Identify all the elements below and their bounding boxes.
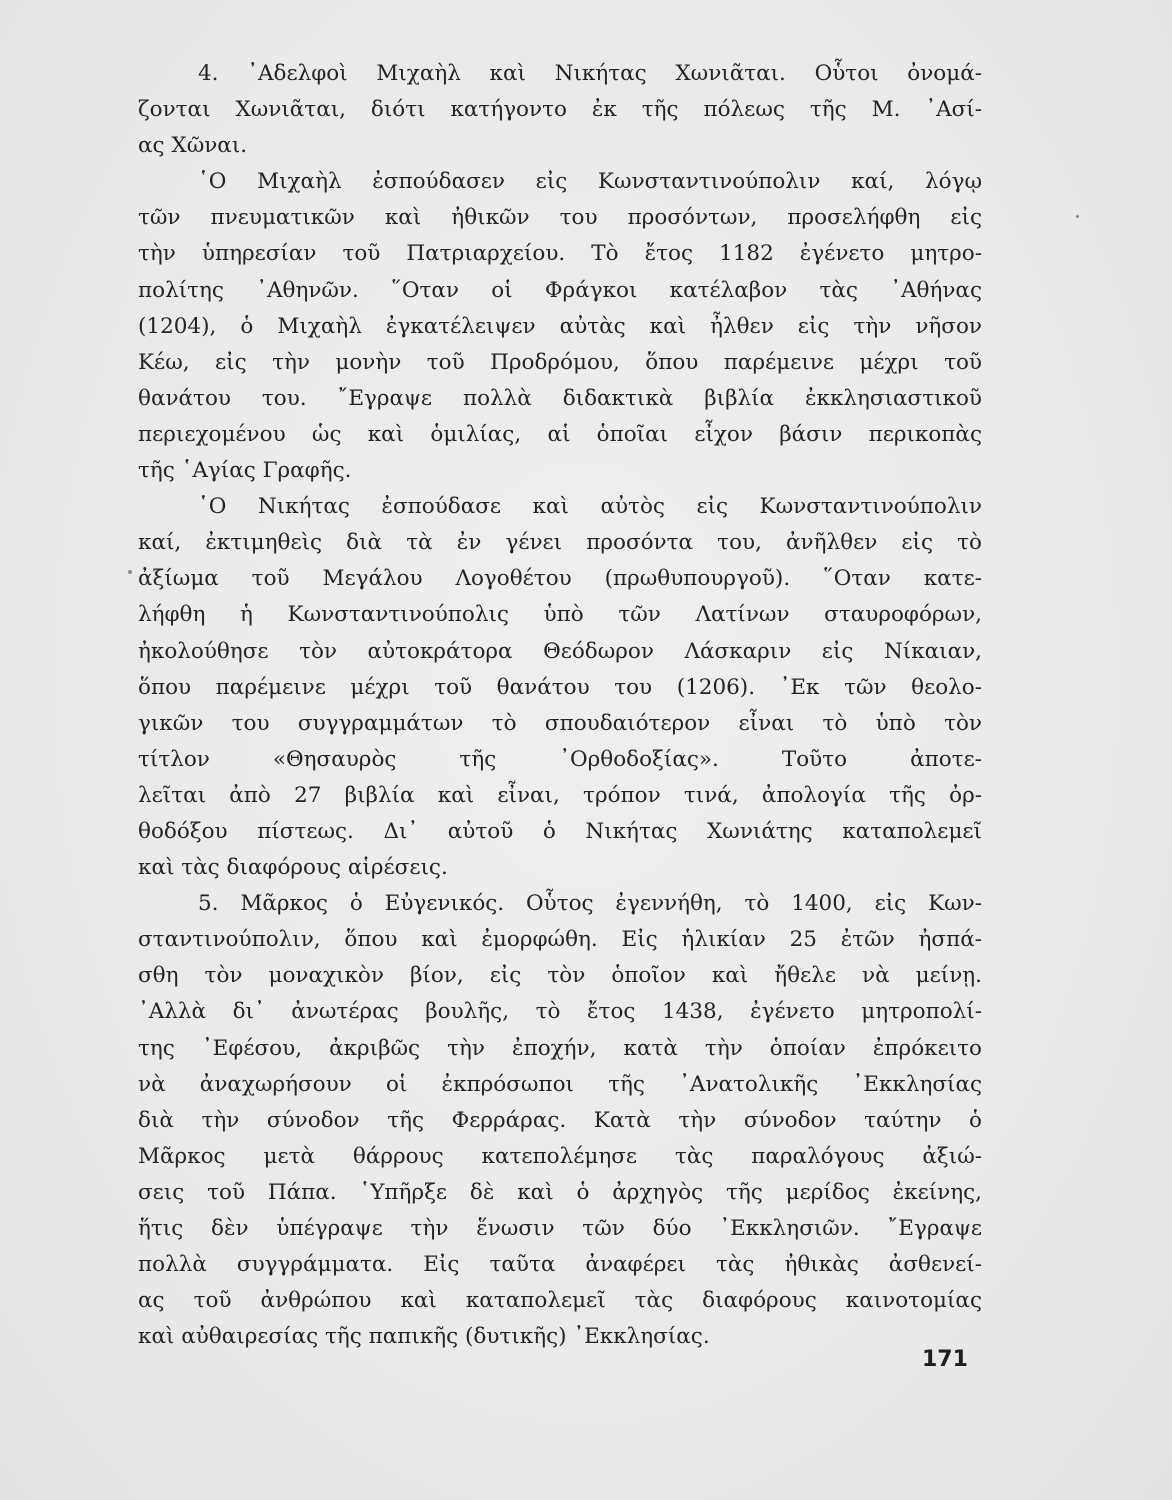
page-number: 171 [922,1347,968,1372]
text-line: λήφθη ἡ Κωνσταντινούπολις ὑπὸ τῶν Λατίνων σταυροφόρων, [138,602,982,628]
body-text [138,56,982,1355]
text-line: ᾿Αλλὰ δι᾿ ἀνωτέρας βουλῆς, τὸ ἔτος 1438, ἐγένετο μητροπολί- [138,999,982,1025]
text-line: ζονται Χωνιᾶται, διότι κατήγοντο ἐκ τῆς πόλεως τῆς Μ. ᾿Ασί- [138,97,982,123]
text-line: (1204), ὁ Μιχαὴλ ἐγκατέλειψεν αὐτὰς καὶ ἦλθεν εἰς τὴν νῆσον [138,313,982,339]
text-line: ῾Ο Μιχαὴλ ἐσπούδασεν εἰς Κωνσταντινούπολιν καί, λόγῳ [198,169,982,195]
text-line: ας τοῦ ἀνθρώπου καὶ καταπολεμεῖ τὰς διαφόρους καινοτομίας [138,1288,982,1314]
paper-speck [1076,215,1079,218]
text-line: πολίτης ᾿Αθηνῶν. ῞Οταν οἱ Φράγκοι κατέλαβον τὰς ᾿Αθήνας [138,277,982,303]
text-line: σθη τὸν μοναχικὸν βίον, εἰς τὸν ὁποῖον καὶ ἤθελε νὰ μείνῃ. [138,963,982,989]
text-line: διὰ τὴν σύνοδον τῆς Φερράρας. Κατὰ τὴν σύνοδον ταύτην ὁ [138,1107,982,1133]
text-line: ἥτις δὲν ὑπέγραψε τὴν ἕνωσιν τῶν δύο ᾿Εκκλησιῶν. ῎Εγραψε [138,1216,982,1241]
text-line: τίτλον «Θησαυρὸς τῆς ᾿Ορθοδοξίας». Τοῦτο ἀποτε- [138,746,982,772]
text-line: της ᾿Εφέσου, ἀκριβῶς τὴν ἐποχήν, κατὰ τὴν ὁποίαν ἐπρόκειτο [138,1035,982,1061]
text-line: ῾Ο Νικήτας ἐσπούδασε καὶ αὐτὸς εἰς Κωνσταντινούπολιν [198,494,982,520]
text-line: τὴν ὑπηρεσίαν τοῦ Πατριαρχείου. Τὸ ἔτος 1182 ἐγένετο μητρο- [138,241,982,267]
text-line: πολλὰ συγγράμματα. Εἰς ταῦτα ἀναφέρει τὰς ἠθικὰς ἀσθενεί- [138,1252,982,1278]
text-line: 5. Μᾶρκος ὁ Εὐγενικός. Οὗτος ἐγεννήθη, τὸ 1400, εἰς Κων- [198,891,982,917]
paper-speck [128,570,132,574]
text-line: περιεχομένου ὡς καὶ ὁμιλίας, αἱ ὁποῖαι εἶχον βάσιν περικοπὰς [138,421,982,447]
text-line: ἀξίωμα τοῦ Μεγάλου Λογοθέτου (πρωθυπουργοῦ). ῞Οταν κατε- [138,566,982,592]
text-line: καὶ αὐθαιρεσίας τῆς παπικῆς (δυτικῆς) ᾿Εκκλησίας. [138,1324,710,1350]
text-line: 4. ᾿Αδελφοὶ Μιχαὴλ καὶ Νικήτας Χωνιᾶται. Οὗτοι ὀνομά- [198,61,982,86]
text-line: λεῖται ἀπὸ 27 βιβλία καὶ εἶναι, τρόπον τινά, ἀπολογία τῆς ὀρ- [138,782,982,808]
text-line: τῆς ῾Αγίας Γραφῆς. [138,458,352,484]
text-line: ἠκολούθησε τὸν αὐτοκράτορα Θεόδωρον Λάσκαριν εἰς Νίκαιαν, [138,638,982,664]
text-line: ας Χῶναι. [138,133,248,159]
text-line: ὅπου παρέμεινε μέχρι τοῦ θανάτου του (1206). ᾿Εκ τῶν θεολο- [138,674,982,700]
text-line: σταντινούπολιν, ὅπου καὶ ἐμορφώθη. Εἰς ἡλικίαν 25 ἐτῶν ἠσπά- [138,927,982,953]
text-line: καί, ἐκτιμηθεὶς διὰ τὰ ἐν γένει προσόντα του, ἀνῆλθεν εἰς τὸ [138,530,982,556]
text-line: γικῶν του συγγραμμάτων τὸ σπουδαιότερον εἶναι τὸ ὑπὸ τὸν [138,710,982,736]
text-line: νὰ ἀναχωρήσουν οἱ ἐκπρόσωποι τῆς ᾿Ανατολικῆς ᾿Εκκλησίας [138,1071,982,1097]
text-line: Κέω, εἰς τὴν μονὴν τοῦ Προδρόμου, ὅπου παρέμεινε μέχρι τοῦ [138,349,982,375]
text-line: θανάτου του. ῎Εγραψε πολλὰ διδακτικὰ βιβλία ἐκκλησιαστικοῦ [138,385,982,411]
text-line: καὶ τὰς διαφόρους αἱρέσεις. [138,855,448,881]
text-line: θοδόξου πίστεως. Δι᾿ αὐτοῦ ὁ Νικήτας Χωνιάτης καταπολεμεῖ [138,818,982,844]
text-line: τῶν πνευματικῶν καὶ ἠθικῶν του προσόντων, προσελήφθη εἰς [138,205,982,231]
text-line: σεις τοῦ Πάπα. ῾Υπῆρξε δὲ καὶ ὁ ἀρχηγὸς τῆς μερίδος ἐκείνης, [138,1179,982,1205]
text-line: Μᾶρκος μετὰ θάρρους κατεπολέμησε τὰς παραλόγους ἀξιώ- [138,1143,982,1169]
